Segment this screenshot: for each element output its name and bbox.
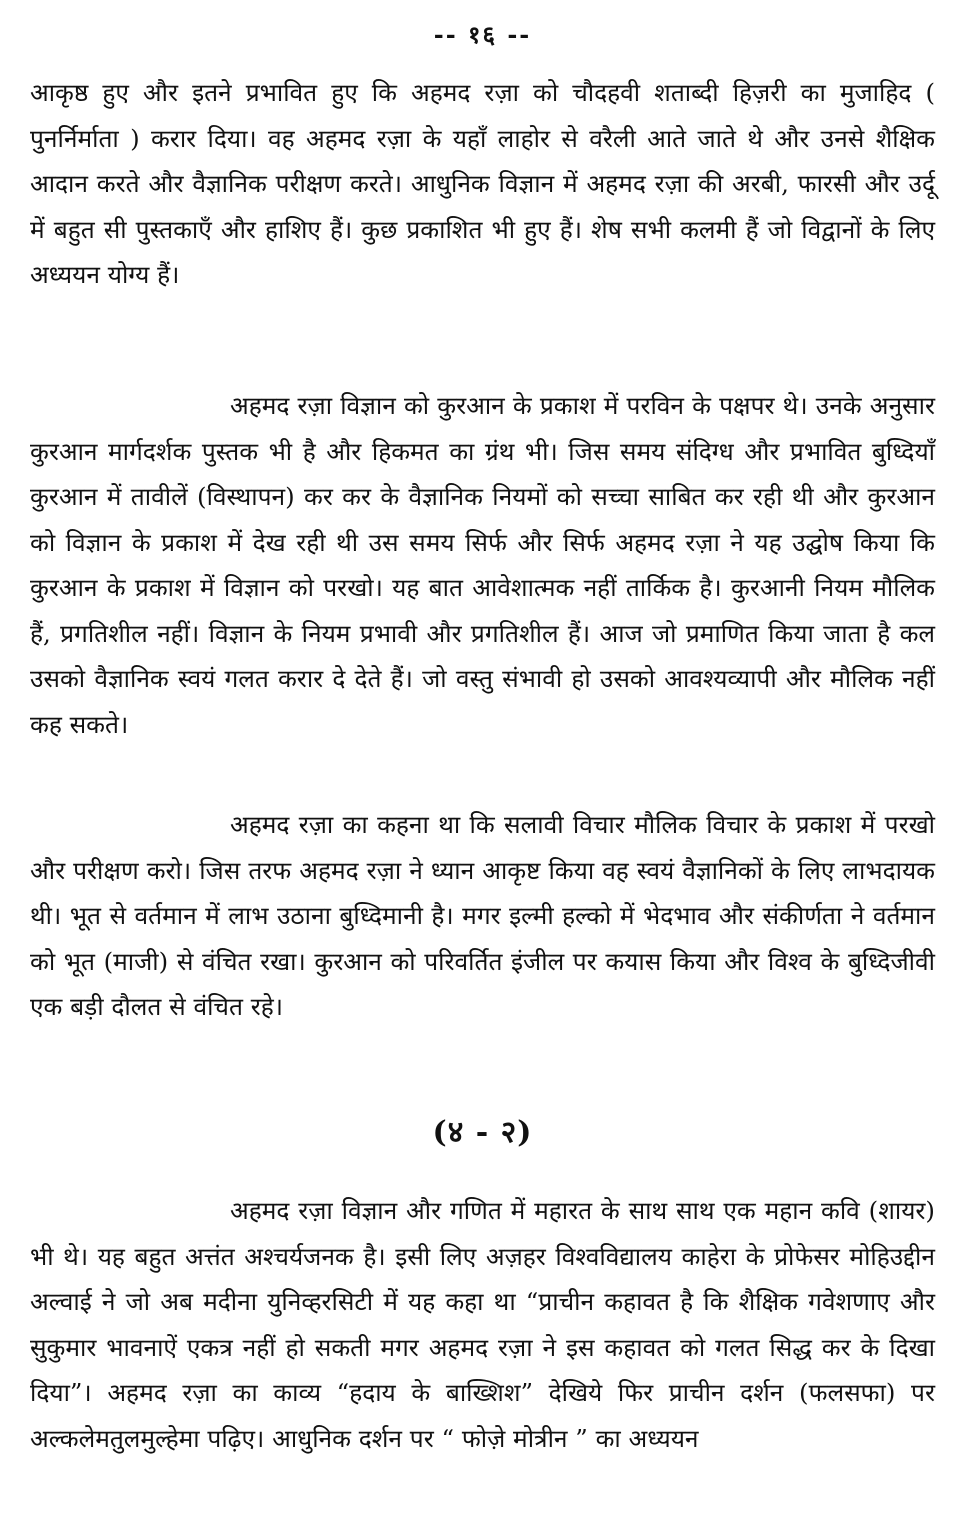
section-heading: (४ - २) — [432, 1115, 533, 1150]
page-number: -- १६ -- — [433, 20, 532, 49]
paragraph-3: अहमद रज़ा का कहना था कि सलावी विचार मौलिक विचार के प्रकाश में परखो और परीक्षण करो। जिस तरफ अहमद रज़ा ने ध्यान आकृष्ट किया वह स्वयं वैज्ञानिकों के लिए लाभदायक थी। भूत से वर्तमान में लाभ उठाना बुध्दिमानी है। मगर इल्मी हल्को में भेदभाव और संकीर्णता ने वर्तमान को भूत (माजी) से वंचित रखा। कुरआन को परिवर्तित इंजील पर कयास किया और विश्व के बुध्दिजीवी एक बड़ी दौलत से वंचित रहे। — [30, 810, 935, 1021]
paragraph-4: अहमद रज़ा विज्ञान और गणित में महारत के साथ साथ एक महान कवि (शायर) भी थे। यह बहुत अत्तंत अश्चर्यजनक है। इसी लिए अज़हर विश्वविद्यालय काहेरा के प्रोफेसर मोहिउद्दीन अल्वाई ने जो अब मदीना युनिव्हरसिटी में यह कहा था “प्राचीन कहावत है कि शैक्षिक गवेशणाए और सुकुमार भावनाऐं एकत्र नहीं हो सकती मगर अहमद रज़ा ने इस कहावत को गलत सिद्ध कर के दिखा दिया”। अहमद रज़ा का काव्य “हदाय के बाख्शिश” देखिये फिर प्राचीन दर्शन (फलसफा) पर अल्कलेमतुलमुल्हेमा पढ़िए। आधुनिक दर्शन पर “ फोज़े मोत्रीन ” का अध्ययन — [30, 1196, 935, 1453]
paragraph-2: अहमद रज़ा विज्ञान को कुरआन के प्रकाश में परविन के पक्षपर थे। उनके अनुसार कुरआन मार्गदर्शक पुस्तक भी है और हिकमत का ग्रंथ भी। जिस समय संदिग्ध और प्रभावित बुध्दियाँ कुरआन में तावीलें (विस्थापन) कर कर के वैज्ञानिक नियमों को सच्चा साबित कर रही थी और कुरआन को विज्ञान के प्रकाश में देख रही थी उस समय सिर्फ और सिर्फ अहमद रज़ा ने यह उद्घोष किया कि कुरआन के प्रकाश में विज्ञान को परखो। यह बात आवेशात्मक नहीं तार्किक है। कुरआनी नियम मौलिक हैं, प्रगतिशील नहीं। विज्ञान के नियम प्रभावी और प्रगतिशील हैं। आज जो प्रमाणित किया जाता है कल उसको वैज्ञानिक स्वयं गलत करार दे देते हैं। जो वस्तु संभावी हो उसको आवश्यव्यापी और मौलिक नहीं कह सकते। — [30, 391, 935, 739]
document-page — [30, 0, 935, 1521]
paragraph-1: आकृष्ठ हुए और इतने प्रभावित हुए कि अहमद रज़ा को चौदहवी शताब्दी हिज़री का मुजाहिद ( पुनर्निर्माता ) करार दिया। वह अहमद रज़ा के यहाँ लाहोर से वरैली आते जाते थे और उनसे शैक्षिक आदान करते और वैज्ञानिक परीक्षण करते। आधुनिक विज्ञान में अहमद रज़ा की अरबी, फारसी और उर्दू में बहुत सी पुस्तकाएँ और हाशिए हैं। कुछ प्रकाशित भी हुए हैं। शेष सभी कलमी हैं जो विद्वानों के लिए अध्ययन योग्य हैं। — [30, 78, 935, 289]
